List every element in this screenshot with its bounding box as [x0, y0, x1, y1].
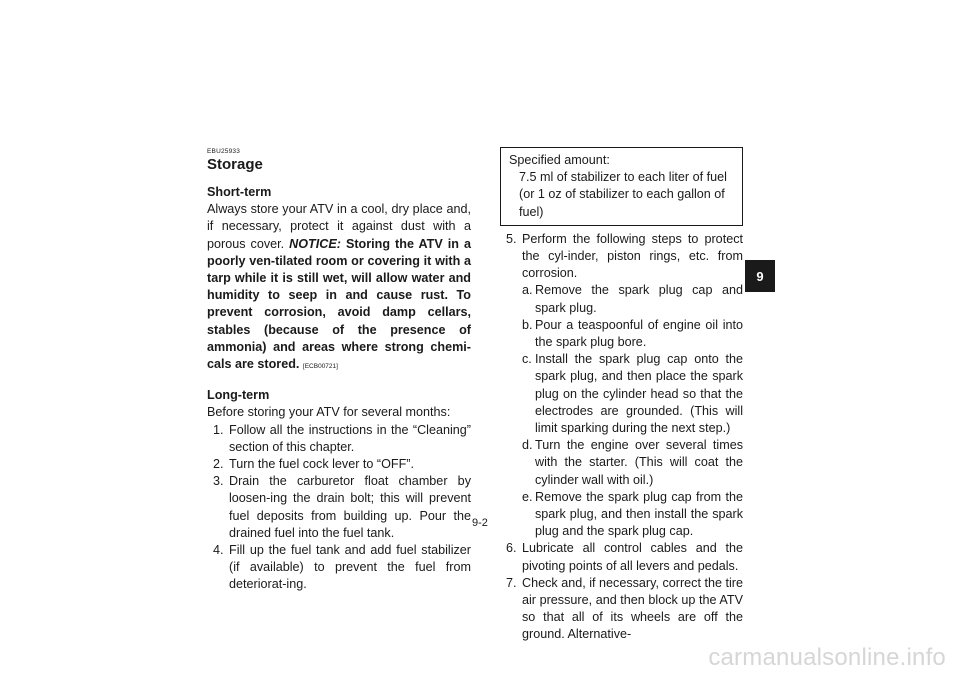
- item-number: 2.: [213, 457, 224, 472]
- spacer: [207, 375, 471, 387]
- page-number: 9-2: [472, 517, 488, 529]
- short-term-text: Always store your ATV in a cool, dry place and, if necessary, protect it against dust with a porous cover.: [207, 202, 471, 251]
- short-term-paragraph: [207, 201, 471, 375]
- sub-item-text: Turn the engine over several times with the starter. (This will coat the cylinder wall with oil.): [535, 438, 743, 487]
- sub-item-text: Remove the spark plug cap from the spark plug, and then install the spark plug and the spark plug cap.: [535, 489, 743, 539]
- item-number: 3.: [213, 474, 224, 489]
- list-item: [207, 473, 471, 542]
- sub-list-item: [500, 317, 743, 351]
- list-item: [207, 542, 471, 594]
- list-item: [500, 231, 743, 283]
- list-item: [500, 575, 743, 644]
- list-item: [500, 540, 743, 574]
- list-item: [207, 456, 471, 473]
- sub-list-item: [500, 282, 743, 316]
- right-column: [500, 147, 743, 644]
- notice-label: NOTICE:: [289, 236, 341, 251]
- long-term-intro: Before storing your ATV for several months:: [207, 405, 451, 420]
- notice-text: Storing the ATV in a poorly ven-tilated room or covering it with a tarp while it is still wet, will allow water and humidity to seep in and cause rust. To prevent corrosion, avoid damp cellars, stables (because of the presence of ammonia) and areas where strong chemi-cals are stored.: [207, 236, 471, 372]
- item-text: Lubricate all control cables and the pivoting points of all levers and pedals.: [522, 541, 743, 573]
- item-text: Perform the following steps to protect the cyl-inder, piston rings, etc. from corrosion.: [522, 231, 743, 281]
- item-number: 4.: [213, 543, 224, 558]
- sub-item-text: Install the spark plug cap onto the spark plug, and then place the spark plug on the cylinder head so that the electrodes are grounded. (This will limit sparking during the next step.): [535, 352, 743, 436]
- spec-value: 7.5 ml of stabilizer to each liter of fuel (or 1 oz of stabilizer to each gallon of fuel): [519, 170, 727, 219]
- item-text: Turn the fuel cock lever to “OFF”.: [229, 457, 414, 472]
- spec-label: Specified amount:: [509, 153, 610, 167]
- item-text: Check and, if necessary, correct the tire air pressure, and then block up the ATV so that all of its wheels are off the ground. Alternative-: [522, 575, 743, 642]
- item-number: 7.: [506, 575, 517, 590]
- short-term-heading: Short-term: [207, 185, 272, 199]
- item-text: Follow all the instructions in the “Cleaning” section of this chapter.: [229, 422, 471, 454]
- sub-item-text: Remove the spark plug cap and spark plug.: [535, 283, 743, 315]
- left-column: [207, 147, 471, 594]
- sub-list-item: [500, 437, 743, 489]
- item-number: 6.: [506, 541, 517, 556]
- list-item: [207, 422, 471, 456]
- item-text: Drain the carburetor float chamber by loosen-ing the drain bolt; this will prevent fuel deposits from building up. Pour the drained fuel into the fuel tank.: [229, 474, 471, 540]
- section-code: EBU25933: [207, 148, 241, 155]
- specified-amount-box: [500, 147, 743, 226]
- chapter-tab: 9: [745, 260, 775, 292]
- sub-item-letter: a.: [522, 283, 533, 298]
- sub-item-letter: e.: [522, 489, 533, 504]
- item-text: Fill up the fuel tank and add fuel stabilizer (if available) to prevent the fuel from deteriorat-ing.: [229, 543, 471, 592]
- notice-code: [ECB00721]: [302, 363, 338, 371]
- sub-item-letter: b.: [522, 317, 533, 332]
- long-term-heading: Long-term: [207, 388, 270, 403]
- sub-item-letter: d.: [522, 438, 533, 453]
- sub-list-item: [500, 489, 743, 541]
- sub-item-letter: c.: [522, 352, 532, 367]
- section-title: Storage: [207, 156, 263, 173]
- sub-item-text: Pour a teaspoonful of engine oil into the spark plug bore.: [535, 317, 743, 350]
- watermark: carmanualsonline.info: [708, 644, 946, 671]
- item-number: 5.: [506, 231, 517, 246]
- sub-list-item: [500, 351, 743, 437]
- item-number: 1.: [213, 422, 224, 437]
